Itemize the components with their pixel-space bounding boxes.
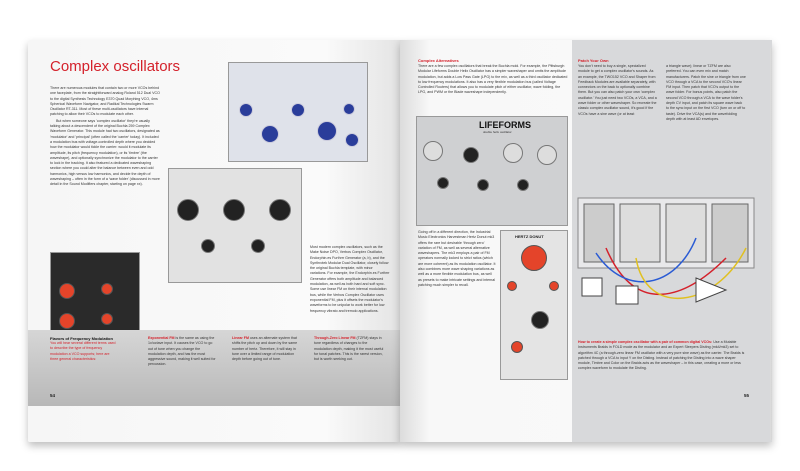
hertz-donut-text: Going off in a different direction, the Industrial Music Electronics Harvestman Hertz Donut mk3 offers the rare but desirable 'through zero' variation of FM, as well as several alternative waveshapers. The mk3 employs a pair of FM operators normally locked to strict ratios (which are more coherent) as its modulation oscillator. It also combines more wave shaping variations as well as a more flexible modulation bus, as well as presets to make intricate settings and internal patching much simpler to recall. [418, 230, 496, 287]
page-edges [770, 48, 772, 440]
module-vca [620, 204, 660, 262]
open-book [28, 40, 772, 445]
intro-paragraph-1: There are numerous modules that contain two or more VCOs behind one faceplate, from the straightforward analog Roland 512 Dual VCO to the digital Synthesis Technology E370 Quad Morphing VCO, 4ms Spherical Waveform Navigator, and Radikal Technologies Swarm Oscillator RT-311. Most of these multi-oscillators have internal patching to allow their VCOs to modulate each other. [50, 86, 160, 117]
lifeforms-module-photo [416, 116, 568, 226]
page-number-right: 55 [744, 393, 750, 398]
page-title: Complex oscillators [50, 58, 181, 75]
hertz-donut-module-photo [500, 230, 568, 380]
left-page [28, 40, 400, 442]
complex-alternatives-text: There are a few complex oscillators that break the Buchla mold. For example, the Pittsburgh Modular Lifeforms Double Helix Oscillator has a simpler waveshaper and omits the amplitude modulation, but adds a Low Pass Gate (LPG) to the mix, as well as a third oscillator dedicated to low frequency modulations. It also has a very flexible modulation bus (called Voltage Controlled Routers) that allows you to modulate pitch of either oscillator, wave folding, the LPG, and PWM or the Blade waveshape independently. [418, 64, 568, 95]
column-2-text: Most modern complex oscillators, such as the Make Noise DPO, Verbos Complex Oscillator, Endorphin.es Furthrrr Generator (a, b), and the Synthrotek Modular Dual Oscillator, closely follow the original Buchla template, with minor variations. For example, the Endorphin.es Furthrrr Generator offers both amplitude and balanced modulation, as well as both hard and soft sync. Some use linear FM on their internal modulation bus, while the Verbos Complex Oscillator uses exponential FM, plus it offsets the modulator's waveforms to be unipolar to work better for low frequency vibrato and tremolo applications. [310, 245, 390, 313]
fm-type-exponential: Exponential FM is the same as using the 1v/octave input. It causes the VCO to go out of tune when you change the modulation depth, and has the most aggressive sound, making it well suited for percussion. [148, 336, 216, 367]
fm-type-linear: Linear FM uses an alternate system that shifts the pitch up and down by the same number of hertz. Therefore, it will stay in tune over a limited range of modulation depth before going out of tune. [232, 336, 298, 362]
fm-sidebar-intro [50, 336, 118, 362]
module-disting [666, 204, 706, 262]
sidebar-heading: Flavors of Frequency Modulation [50, 336, 113, 341]
intro-text-column [50, 86, 160, 188]
module-braids [584, 204, 614, 262]
sequencer-icon [582, 278, 602, 296]
lifeforms-sublabel: double helix oscillator [483, 130, 512, 134]
fm-type-tzfm: Through-Zero Linear FM (TZFM) stays in tune regardless of changes to the modulation depth, making it the most useful for tonal patches. This is the rarest version, but is worth seeking out. [314, 336, 384, 362]
right-page [400, 40, 772, 442]
hertz-donut-label: HERTZ DONUT [515, 234, 544, 239]
lifeforms-label: LIFEFORMS [479, 120, 531, 130]
patch-your-own-col2: a triangle wave); linear or TZFM are also preferred. You can even mix and match manufacturers. Patch the sine or triangle from one VCO through a VCA to the second VCO's linear FM input. Then patch that VCO's output to the wave folder. For bonus points, also patch the second VCO through a VCA to the wave folder's depth CV input, and patch its square wave back to the sync input on the first VCO (turn on or off to taste). Drive the VCA(s) and the wavefolding depth with at least AD envelopes. [666, 64, 746, 121]
patch-your-own-col1: You don't need to buy a single, specialized module to get a complex oscillator's sounds. As an example, the TWO152 VCO and Shaper from Feedback Modules are available separately, with connectors on the back to optionally combine them. But you can also patch your own 'complex oscillator.' You just need two VCOs, a VCA, and a wave folder or other waveshaper. So recreate the classic complex oscillator sound, it's good if the VCOs have a sine wave (or at least [578, 64, 657, 116]
diagram-caption: How to create a simple complex oscillator with a pair of common digital VCOs: Use a Mutable Instruments Braids in FOLD mode as the modulator and an Expert Sleepers Disting (mk4/mk3) set to algorithm 4C (a through-zero linear FM oscillator with a very pure sine wave) as the carrier. The Braids is patched through a VCA to input Y on the Disting. Instead of patching the Disting into a wave shaper module, Timbre and Color on the Braids acts as the waveshaper – in this case, creating a more or less complex waveform to modulate the Disting. [578, 340, 745, 371]
output-triangle-icon [696, 278, 726, 302]
complex-alternatives-heading: Complex Alternatives [418, 58, 459, 63]
page-number-left: 54 [50, 393, 56, 398]
keyboard-icon [616, 286, 638, 304]
patch-diagram [576, 178, 756, 338]
module-photo-top [228, 62, 368, 162]
intro-paragraph-2: But when someone says 'complex oscillator' they're usually talking about a descendent of the original Buchla 259 Complex Waveform Generator. This module had two oscillators, designated as 'modulator' and 'principal' (often called the 'carrier' today). It included a modulation bus with voltage-controlled depth where you decided how the modulator would tickle the carrier: would it modulate its amplitude, its pitch (frequency modulation), or its 'timbre' (the waveshape), and optionally synchronize the modulator to the carrier to lock in the tracking. It also featured a dedicated waveshaping section where you could alter the balance between even and odd harmonics, high versus low harmonics, and decide the depth of waveshaping – often in the form of a 'wave folder' (discussed in more detail in the Sound Modifiers chapter, starting on page xx). [50, 118, 160, 187]
patch-your-own-heading: Patch Your Own [578, 58, 609, 63]
module-photo-middle [168, 168, 302, 283]
sidebar-intro-text: You will hear several different terms used to describe the type of frequency modulation a VCO supports; here are three general characteristics: [50, 341, 116, 361]
